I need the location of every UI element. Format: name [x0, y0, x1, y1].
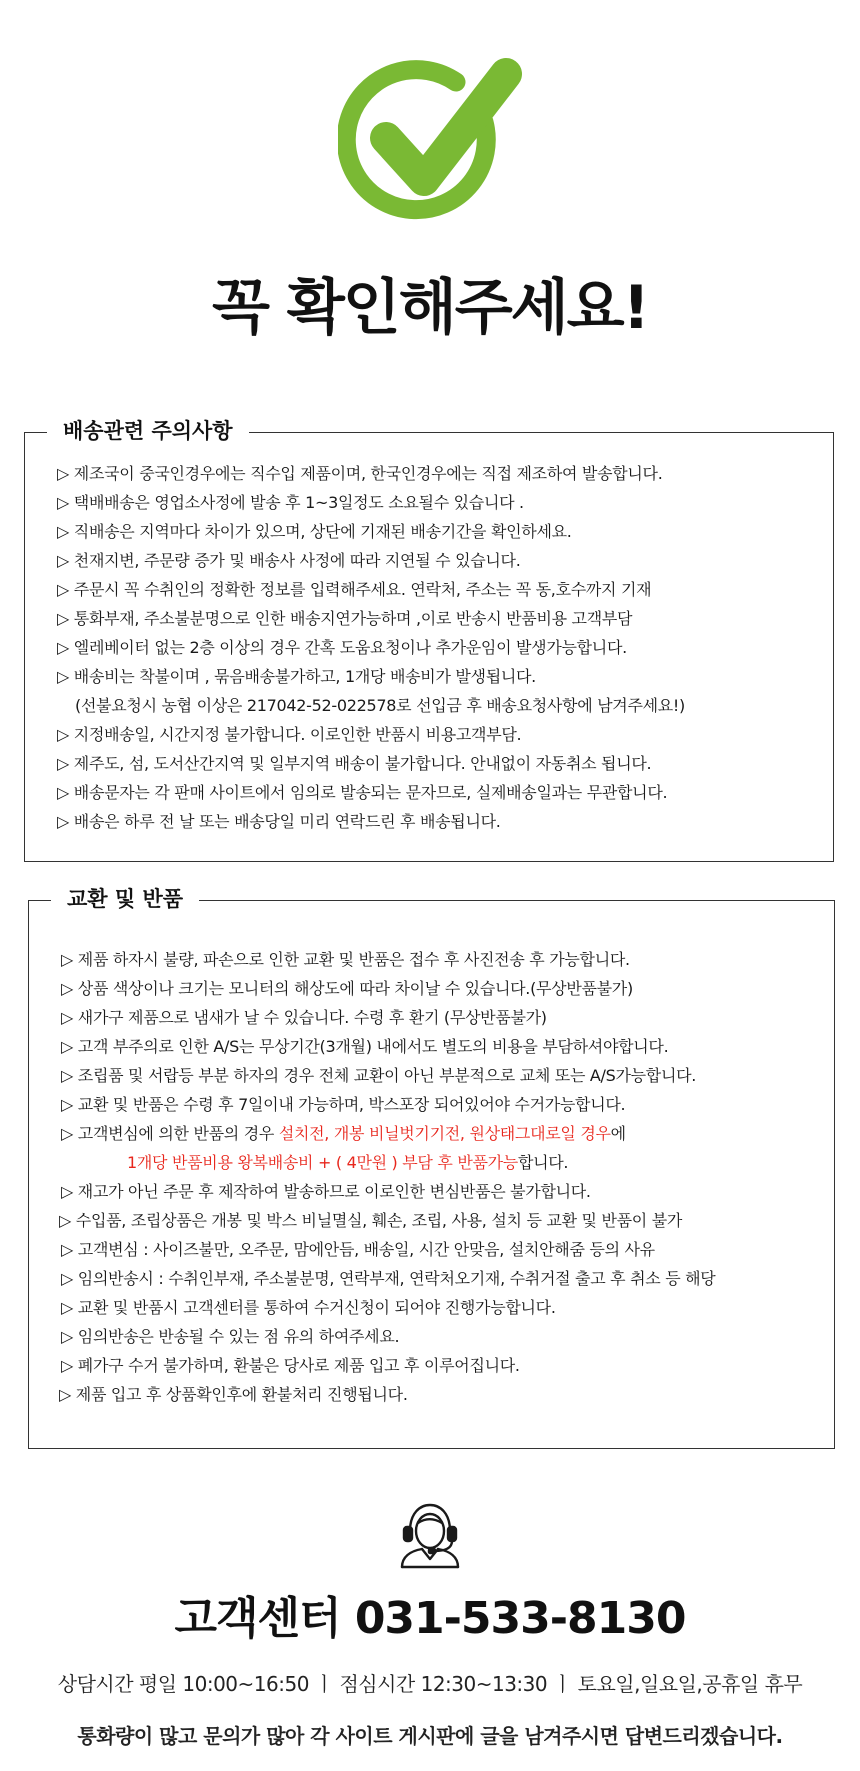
list-item: (선불요청시 농협 이상은 217042-52-022578로 선입금 후 배송요청사항에 남겨주세요!): [75, 696, 685, 715]
list-item: ▷ 교환 및 반품시 고객센터를 통하여 수거신청이 되어야 진행가능합니다.: [61, 1298, 556, 1317]
list-item: ▷ 재고가 아닌 주문 후 제작하여 발송하므로 이로인한 변심반품은 불가합니다.: [61, 1182, 591, 1201]
customer-center-title: 고객센터 031-533-8130: [174, 1593, 686, 1644]
list-item: ▷ 통화부재, 주소불분명으로 인한 배송지연가능하며 ,이로 반송시 반품비용 고객부담: [57, 609, 633, 628]
list-item: ▷ 제조국이 중국인경우에는 직수입 제품이며, 한국인경우에는 직접 제조하여 발송합니다.: [57, 464, 663, 483]
return-cost-suffix: 합니다.: [517, 1153, 569, 1172]
check-circle-icon: [338, 52, 522, 236]
list-item: ▷ 조립품 및 서랍등 부분 하자의 경우 전체 교환이 아닌 부분적으로 교체 또는 A/S가능합니다.: [61, 1066, 697, 1085]
list-item: ▷ 제품 하자시 불량, 파손으로 인한 교환 및 반품은 접수 후 사진전송 후 가능합니다.: [61, 950, 630, 969]
list-item: ▷ 임의반송시 : 수취인부재, 주소불분명, 연락부재, 연락처오기재, 수취거절 출고 후 취소 등 해당: [61, 1269, 716, 1288]
return-cost-text: 1개당 반품비용 왕복배송비 + ( 4만원 ) 부담 후 반품가능: [127, 1153, 518, 1172]
list-item-return-cost: [127, 1150, 568, 1173]
list-item: ▷ 상품 색상이나 크기는 모니터의 해상도에 따라 차이날 수 있습니다.(무상반품불가): [61, 979, 633, 998]
customer-center-hours: 상담시간 평일 10:00~16:50 ㅣ 점심시간 12:30~13:30 ㅣ 토요일,일요일,공휴일 휴무: [57, 1672, 803, 1696]
list-item: ▷ 배송문자는 각 판매 사이트에서 임의로 발송되는 문자므로, 실제배송일과는 무관합니다.: [57, 783, 668, 802]
list-item: ▷ 폐가구 수거 불가하며, 환불은 당사로 제품 입고 후 이루어집니다.: [61, 1356, 520, 1375]
shipping-notice-title: 배송관련 주의사항: [47, 417, 249, 445]
list-item: ▷ 새가구 제품으로 냄새가 날 수 있습니다. 수령 후 환기 (무상반품불가): [61, 1008, 547, 1027]
list-item: ▷ 교환 및 반품은 수령 후 7일이내 가능하며, 박스포장 되어있어야 수거가능합니다.: [61, 1095, 626, 1114]
list-item: ▷ 제품 입고 후 상품확인후에 환불처리 진행됩니다.: [59, 1385, 408, 1404]
list-item: ▷ 주문시 꼭 수취인의 정확한 정보를 입력해주세요. 연락처, 주소는 꼭 동,호수까지 기재: [57, 580, 652, 599]
list-item: ▷ 임의반송은 반송될 수 있는 점 유의 하여주세요.: [61, 1327, 400, 1346]
list-item: ▷ 직배송은 지역마다 차이가 있으며, 상단에 기재된 배송기간을 확인하세요.: [57, 522, 572, 541]
customer-center-note: 통화량이 많고 문의가 많아 각 사이트 게시판에 글을 남겨주시면 답변드리겠습니다.: [77, 1724, 783, 1748]
headset-agent-icon: [398, 1501, 462, 1569]
page-title: 꼭 확인해주세요!: [212, 273, 648, 343]
list-item: ▷ 고객변심 : 사이즈불만, 오주문, 맘에안듬, 배송일, 시간 안맞음, 설치안해줌 등의 사유: [61, 1240, 655, 1259]
shipping-notice-box: [24, 419, 834, 862]
change-mind-condition: 설치전, 개봉 비닐벗기기전, 원상태그대로일 경우: [278, 1124, 611, 1143]
list-item: ▷ 택배배송은 영업소사정에 발송 후 1~3일정도 소요될수 있습니다 .: [57, 493, 524, 512]
list-item: ▷ 고객 부주의로 인한 A/S는 무상기간(3개월) 내에서도 별도의 비용을 부담하셔야합니다.: [61, 1037, 669, 1056]
list-item: ▷ 지정배송일, 시간지정 불가합니다. 이로인한 반품시 비용고객부담.: [57, 725, 522, 744]
change-mind-suffix: 에: [610, 1124, 626, 1143]
list-item: ▷ 천재지변, 주문량 증가 및 배송사 사정에 따라 지연될 수 있습니다.: [57, 551, 521, 570]
list-item: ▷ 배송은 하루 전 날 또는 배송당일 미리 연락드린 후 배송됩니다.: [57, 812, 501, 831]
list-item: ▷ 배송비는 착불이며 , 묶음배송불가하고, 1개당 배송비가 발생됩니다.: [57, 667, 536, 686]
list-item-change-mind: [61, 1121, 626, 1144]
returns-notice-title: 교환 및 반품: [51, 885, 199, 913]
list-item: ▷ 엘레베이터 없는 2층 이상의 경우 간혹 도움요청이나 추가운임이 발생가능합니다.: [57, 638, 627, 657]
change-mind-prefix: ▷ 고객변심에 의한 반품의 경우: [61, 1124, 279, 1143]
list-item: ▷ 제주도, 섬, 도서산간지역 및 일부지역 배송이 불가합니다. 안내없이 자동취소 됩니다.: [57, 754, 652, 773]
returns-notice-box: [28, 887, 835, 1449]
list-item: ▷ 수입품, 조립상품은 개봉 및 박스 비닐멸실, 훼손, 조립, 사용, 설치 등 교환 및 반품이 불가: [59, 1211, 683, 1230]
